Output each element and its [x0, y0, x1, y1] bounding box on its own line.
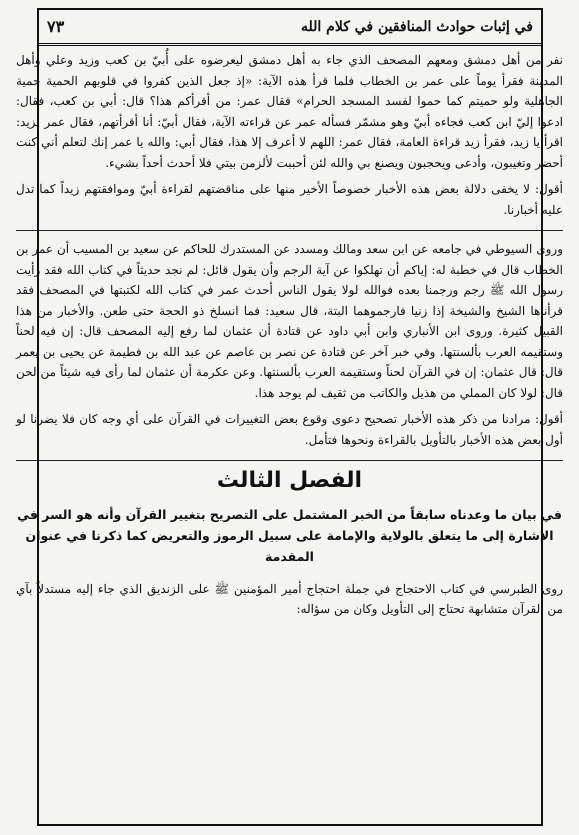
final-paragraph: روى الطبرسي في كتاب الاحتجاج في جملة احتجاج أمير المؤمنين ﷺ على الزنديق الذي جاء إليه مستدلاً بآي من القرآن متشابهة تحتاج إلى التأويل وكان من سؤاله:	[16, 581, 564, 616]
chapter-title: الفصل الثالث	[216, 468, 363, 493]
paragraph-1: نفر من أهل دمشق ومعهم المصحف الذي جاء به أهل دمشق ليعرضوه على أُبيّ بن كعب وزيد وعلي وأهل المدينة فقرأ يوماً على عمر بن الخطاب فلما قرأ هذه الآية: «إذ جعل الذين كفروا في قلوبهم الحمية حمية الجاهلية ولو حميتم كما حموا لفسد المسجد الحرام» فقال عمر: من أقرأكم هذا؟ قال: أبي بن كعب، فقال: ادعوا إليّ ابن كعب فجاءه أبيّ وهو مشمّر فسأله عمر عن قراءته الآية، فقال أبيّ: أنا أقرأتهم، فقال عمر لزيد: اقرأ يا زيد، فقرأ زيد قراءة العامة، فقال عمر: اللهم لا أعرف إلا هذا، فقال أبي: والله يا عمر إنك لتعلم أني كنت أحضر وتغيبون، وأدعى ويحجبون ويصنع بي والله لئن أحببت لألزمن بيتي فلا أحدث أحداً بشيء.	[16, 53, 564, 170]
running-header	[39, 10, 541, 46]
page-number: ٧٣	[47, 17, 65, 36]
comment-block-1	[16, 179, 563, 231]
paragraph-3: وروى السيوطي في جامعه عن ابن سعد ومالك ومسدد عن المستدرك للحاكم عن سعيد بن المسيب أن عمر بن الخطاب قال في خطبة له: إياكم أن تهلكوا عن آية الرجم وأن يقول قائل: لم نجد حديثاً في كتاب الله فقد رأيت رسول الله ﷺ رجم ورجمنا بعده فوالله لولا يقول الناس أحدث عمر في كتاب الله لكتبتها في المصحف فقد قرأناها الشيخ والشيخة إذا زنيا فارجموهما البتة، قال سعيد: فما انسلخ ذو الحجة حتى طعن. والأخبار من هذا القبيل كثيرة. وروى ابن الأنباري وابن أبي داود عن قتادة أن عثمان لما رفع إليه المصحف قال: إن فيه لحناً وستقيمه العرب بألسنتها. وفي خبر آخر عن قتادة عن نصر بن عاصم عن عبد الله بن فطيمة عن يحيى بن يعمر قال: قال عثمان: إن في القرآن لحناً وستقيمه العرب بألسنتها. وعن عكرمة أن عثمان لما رأى فيه شيئاً من لحن قال: لولا كان المملي من هذيل والكاتب من ثقيف لم يوجد هذا.	[16, 242, 563, 400]
page-body	[16, 50, 563, 626]
paragraph-4: أقول: مرادنا من ذكر هذه الأخبار تصحيح دعوى وقوع بعض التغييرات في القرآن على أي وجه كان فلا يضرنا لو أول بعض هذه الأخبار بالتأويل بالقراءة ونحوها فتأمل.	[16, 412, 563, 447]
running-title: في إثبات حوادث المنافقين في كلام الله	[301, 18, 533, 35]
paragraph-2: أقول: لا يخفى دلالة بعض هذه الأخبار خصوصاً الأخير منها على مناقضتهم لقراءة أبيّ وموافقتهم زيداً كما تدل عليه أخبارنا.	[16, 182, 563, 217]
comment-block-2	[16, 409, 563, 461]
chapter-heading: في بيان ما وعدناه سابقاً من الخبر المشتمل على التصريح بتغيير القرآن وأنه هو السر في الإشارة إلى ما يتعلق بالولاية والإمامة على سبيل الرموز والتعريض كما ذكرنا في عنوان المقدمة	[17, 506, 562, 564]
